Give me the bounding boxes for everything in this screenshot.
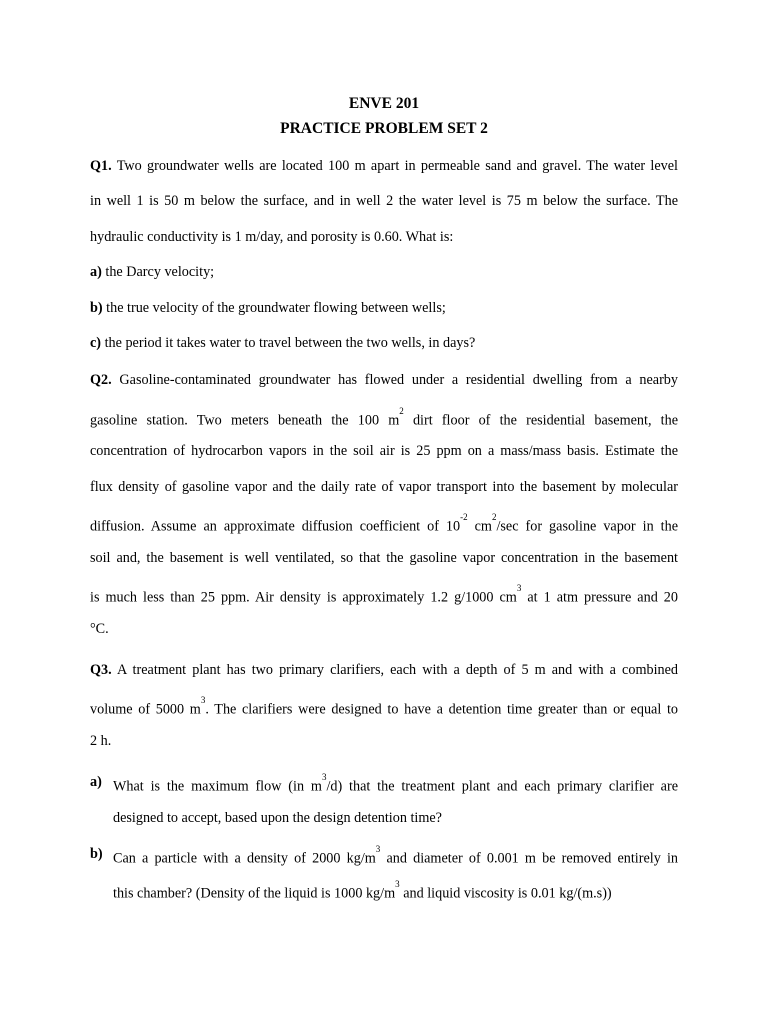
q2-superscript-2: 2 <box>399 406 404 416</box>
q3-part-a-label: a) <box>90 774 102 790</box>
q2-line-8: °C. <box>90 621 109 637</box>
q3-part-b-text-1a: Can a particle with a density of 2000 kg/m <box>113 850 376 867</box>
q2-line-7 <box>90 583 678 608</box>
q2-text-2a: gasoline station. Two meters beneath the 100 m <box>90 412 400 429</box>
q2-text-1: Gasoline-contaminated groundwater has flowed under a residential dwelling from a nearby <box>119 372 678 388</box>
q1-part-b <box>90 298 678 318</box>
q1-label: Q1. <box>90 158 112 174</box>
q3-part-b-text-1b: and diameter of 0.001 m be removed entirely in <box>386 850 678 867</box>
q2-superscript-cm3: 3 <box>516 583 522 593</box>
q1-part-a-label: a) <box>90 264 102 280</box>
q3-part-a-text-1a: What is the maximum flow (in m <box>113 778 322 795</box>
q1-line-2: in well 1 is 50 m below the surface, and in well 2 the water level is 75 m below the surface. The <box>90 193 678 209</box>
q3-line-3: 2 h. <box>90 733 112 749</box>
q3-part-b-superscript-1: 3 <box>375 844 381 854</box>
q3-part-b-text-2a: this chamber? (Density of the liquid is 1000 kg/m <box>113 885 396 902</box>
q3-line-1 <box>90 660 678 680</box>
q2-text-7b: at 1 atm pressure and 20 <box>527 589 678 606</box>
q2-text-5c: /sec for gasoline vapor in the <box>496 518 678 535</box>
q1-line-3: hydraulic conductivity is 1 m/day, and porosity is 0.60. What is: <box>90 229 454 245</box>
q3-part-b-line-1 <box>113 844 678 869</box>
q2-line-4: flux density of gasoline vapor and the daily rate of vapor transport into the basement by molecular <box>90 479 678 495</box>
q3-part-b-superscript-2: 3 <box>395 879 400 889</box>
q2-text-5a: diffusion. Assume an approximate diffusion coefficient of 10 <box>90 518 461 535</box>
q3-text-1: A treatment plant has two primary clarifiers, each with a depth of 5 m and with a combined <box>117 662 678 678</box>
q3-superscript-m3: 3 <box>200 695 206 705</box>
q2-label: Q2. <box>90 372 112 388</box>
q1-part-b-label: b) <box>90 300 103 316</box>
q1-part-a-text: the Darcy velocity; <box>105 264 215 280</box>
q2-line-1 <box>90 370 678 390</box>
course-code: ENVE 201 <box>348 95 420 112</box>
q3-label: Q3. <box>90 662 112 678</box>
q2-superscript-cm2: 2 <box>491 512 497 522</box>
q2-line-3: concentration of hydrocarbon vapors in the soil air is 25 ppm on a mass/mass basis. Estimate the <box>90 443 678 459</box>
q3-part-b-text-2b: and liquid viscosity is 0.01 kg/(m.s)) <box>403 885 612 902</box>
q2-line-2 <box>90 406 678 431</box>
q2-text-7a: is much less than 25 ppm. Air density is approximately 1.2 g/1000 cm <box>90 589 517 606</box>
q2-text-5b: cm <box>474 518 492 535</box>
q3-part-b-line-2 <box>113 879 678 904</box>
problem-set-title: PRACTICE PROBLEM SET 2 <box>280 120 488 137</box>
q3-part-a-superscript: 3 <box>321 772 327 782</box>
q1-part-c <box>90 333 678 353</box>
q3-text-2a: volume of 5000 m <box>90 701 201 718</box>
q2-text-2b: dirt floor of the residential basement, the <box>412 412 679 429</box>
q1-part-c-text: the period it takes water to travel between the two wells, in days? <box>104 335 476 351</box>
q3-text-2b: . The clarifiers were designed to have a detention time greater than or equal to <box>205 701 678 718</box>
q1-text-1: Two groundwater wells are located 100 m apart in permeable sand and gravel. The water level <box>116 158 678 174</box>
q3-line-2 <box>90 695 678 720</box>
q1-part-b-text: the true velocity of the groundwater flowing between wells; <box>106 300 446 316</box>
q1-part-c-label: c) <box>90 335 102 351</box>
q3-part-a-text-1b: /d) that the treatment plant and each primary clarifier are <box>326 778 678 795</box>
q3-part-a-line-1 <box>113 772 678 797</box>
q2-line-6: soil and, the basement is well ventilated, so that the gasoline vapor concentration in the basement <box>90 550 678 566</box>
q2-superscript-exp: -2 <box>460 512 468 522</box>
q3-part-a-line-2: designed to accept, based upon the design detention time? <box>113 810 442 826</box>
q3-part-b-label: b) <box>90 846 103 862</box>
q1-part-a <box>90 262 678 282</box>
q2-line-5 <box>90 512 678 537</box>
q1-line-1 <box>90 156 678 176</box>
